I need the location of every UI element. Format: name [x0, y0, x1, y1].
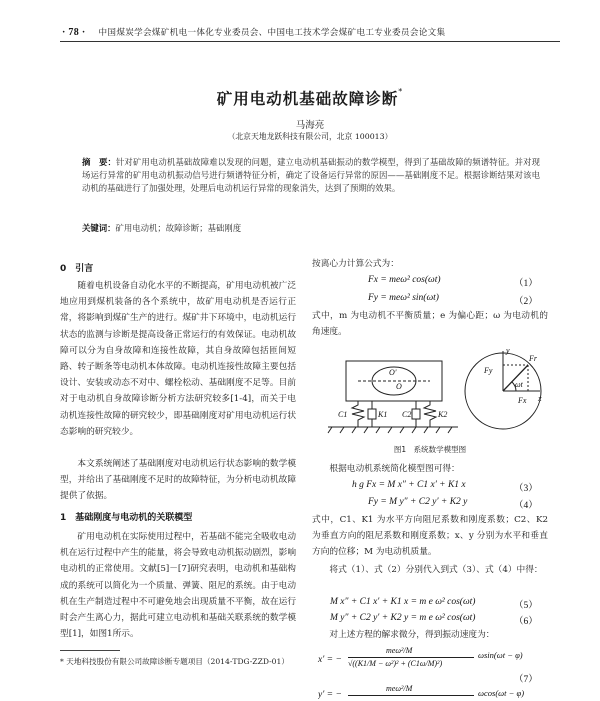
keywords	[82, 222, 540, 234]
equation-6: M y″ + C2 y′ + K2 y = m e ω² cos(ωt)	[330, 613, 476, 623]
keywords-text: 矿用电动机；故障诊断；基础刚度	[115, 223, 242, 233]
centrifugal-definition: 式中，m 为电动机不平衡质量；e 为偏心距；ω 为电动机的角速度。	[312, 311, 548, 338]
fig-label-c2: C2	[402, 410, 412, 419]
equation-8	[318, 684, 550, 701]
fig-label-x: x	[538, 394, 542, 403]
equation-8-fraction-bar	[348, 695, 474, 696]
left-spring	[352, 401, 364, 427]
variable-definitions: 式中，C1、K1 为水平方向阻尼系数和刚度系数；C2、K2 为垂直方向的阻尼系数和刚度系数；x、y 分别为水平和垂直方向的位移；M 为电动机质量。	[312, 515, 548, 558]
equation-2-number: （2）	[514, 297, 538, 307]
author-affiliation: （北京天地龙跃科技有限公司，北京 100013）	[227, 132, 393, 141]
equation-7-number: （7）	[514, 675, 538, 685]
abstract-label: 摘 要：	[82, 157, 116, 167]
equation-7-numerator: meω²/M	[386, 646, 413, 655]
fig-label-fy: Fy	[484, 366, 493, 375]
solve-text: 对上述方程的解求微分，得到振动速度为：	[329, 630, 495, 640]
author-name: 马海亮	[295, 120, 325, 131]
equation-5: M x″ + C1 x′ + K1 x = m e ω² cos(ωt)	[330, 597, 476, 607]
equation-4-number: （4）	[514, 501, 538, 511]
right-spring	[424, 401, 436, 427]
model-paragraph: 矿用电动机在实际使用过程中，若基础不能完全吸收电动机在运行过程中产生的能量，将会导致电动机振动剧烈，影响电动机的正常使用。文献[5]－[7]研究表明，电动机和基础构成的系统可以简化为一个质量、弹簧、阻尼的系统。由于电动机在生产制造过程中不可避免地会出现质量不平衡，故在运行时会产生离心力，据此可建立电动机和基础关联系统的数学模型[1]，如图1所示。	[60, 532, 296, 640]
fig-label-k1: K1	[378, 410, 388, 419]
system-model-figure	[318, 343, 548, 441]
article-title-text: 矿用电动机基础故障诊断	[216, 90, 399, 108]
equation-7-fraction-bar	[348, 657, 474, 658]
equation-3: h g Fx = M x″ + C1 x′ + K1 x	[352, 480, 466, 490]
footnote-rule	[60, 650, 120, 651]
title-footnote-mark: *	[398, 87, 404, 96]
fig-label-o: O	[396, 382, 402, 391]
intro-paragraph-2: 本文系统阐述了基础刚度对电动机运行状态影响的数学模型，并给出了基础刚度不足时的故障特征，为分析电动机故障提供了依据。	[60, 459, 296, 502]
article-title	[60, 87, 560, 109]
equation-4: Fy = M y″ + C2 y′ + K2 y	[368, 497, 468, 507]
equation-1-number: （1）	[514, 279, 538, 289]
footnote: * 天地科技股份有限公司故障诊断专题项目（2014-TDG-ZZD-01）	[60, 657, 289, 666]
equation-5-number: （5）	[514, 601, 538, 611]
section-0-heading: 0 引言	[60, 264, 94, 274]
equation-3-number: （3）	[514, 484, 538, 494]
equation-7-suffix: ωsin(ωt − φ)	[478, 650, 523, 660]
fig-label-fx: Fx	[518, 396, 527, 405]
equation-8-suffix: ωcos(ωt − φ)	[478, 688, 525, 698]
intro-paragraph-1: 随着电机设备自动化水平的不断提高，矿用电动机被广泛地应用到煤机装备的各个系统中，故矿用电动机是否运行正常，将影响到煤矿生产的进行。煤矿井下环境中，电动机运行状态的监测与诊断是提高设备正常运行的有效保证。电动机故障可以分为自身故障和连接性故障，其自身故障包括匝间短路、转子断条等电动机本体故障。电动机连接性故障主要包括设计、安装或动态不对中、螺栓松动、基础刚度不足等。目前对于电动机自身故障诊断分析方法研究较多[1-4]，而关于电动机连接性故障的研究较少，即基础刚度对矿用电动机运行状态影响的研究较少。	[60, 281, 296, 437]
page-number: · 78 ·	[62, 27, 86, 38]
keywords-label: 关键词：	[82, 223, 116, 233]
fig-label-omega-t: ωt	[515, 380, 523, 389]
figure-1-caption: 图1 系统数学模型图	[393, 445, 467, 454]
equation-8-prefix: y′ = −	[318, 690, 342, 700]
centrifugal-intro: 按离心力计算公式为：	[312, 259, 399, 269]
equation-7-denominator: √((K1/M − ω²)² + (C1ω/M)²)	[348, 659, 443, 668]
fig-label-k2: K2	[438, 410, 448, 419]
fig-label-c1: C1	[338, 410, 348, 419]
equation-6-number: （6）	[514, 617, 538, 627]
model-intro: 根据电动机系统简化模型图可得：	[329, 464, 460, 474]
fig-label-y: y	[506, 346, 510, 355]
running-title: 中国煤炭学会煤矿机电一体化专业委员会、中国电工技术学会煤矿电工专业委员会论文集	[98, 28, 446, 38]
fig-label-fr: Fr	[529, 354, 537, 363]
section-1-heading: 1 基础刚度与电动机的关联模型	[60, 513, 193, 523]
header-rule	[60, 41, 560, 42]
abstract	[82, 156, 540, 195]
equation-8-numerator: meω²/M	[386, 684, 413, 693]
abstract-text: 针对矿用电动机基础故障难以发现的问题，建立电动机基础振动的数学模型，得到了基础故障的频谱特征。并对现场运行异常的矿用电动机振动信号进行频谱特征分析，确定了设备运行异常的原因——基础刚度不足。根据诊断结果对该电动机的基础进行了加强处理，处理后电动机运行异常的现象消失，达到了预期的效果。	[82, 157, 540, 193]
fig-label-o-prime: O'	[389, 368, 397, 377]
equation-1: Fx = meω² cos(ωt)	[368, 275, 441, 285]
equation-7-prefix: x′ = −	[318, 655, 342, 665]
equation-2: Fy = meω² sin(ωt)	[368, 293, 439, 303]
running-header	[62, 26, 562, 38]
substitution-text: 将式（1）、式（2）分别代入到式（3）、式（4）中得：	[329, 565, 543, 575]
